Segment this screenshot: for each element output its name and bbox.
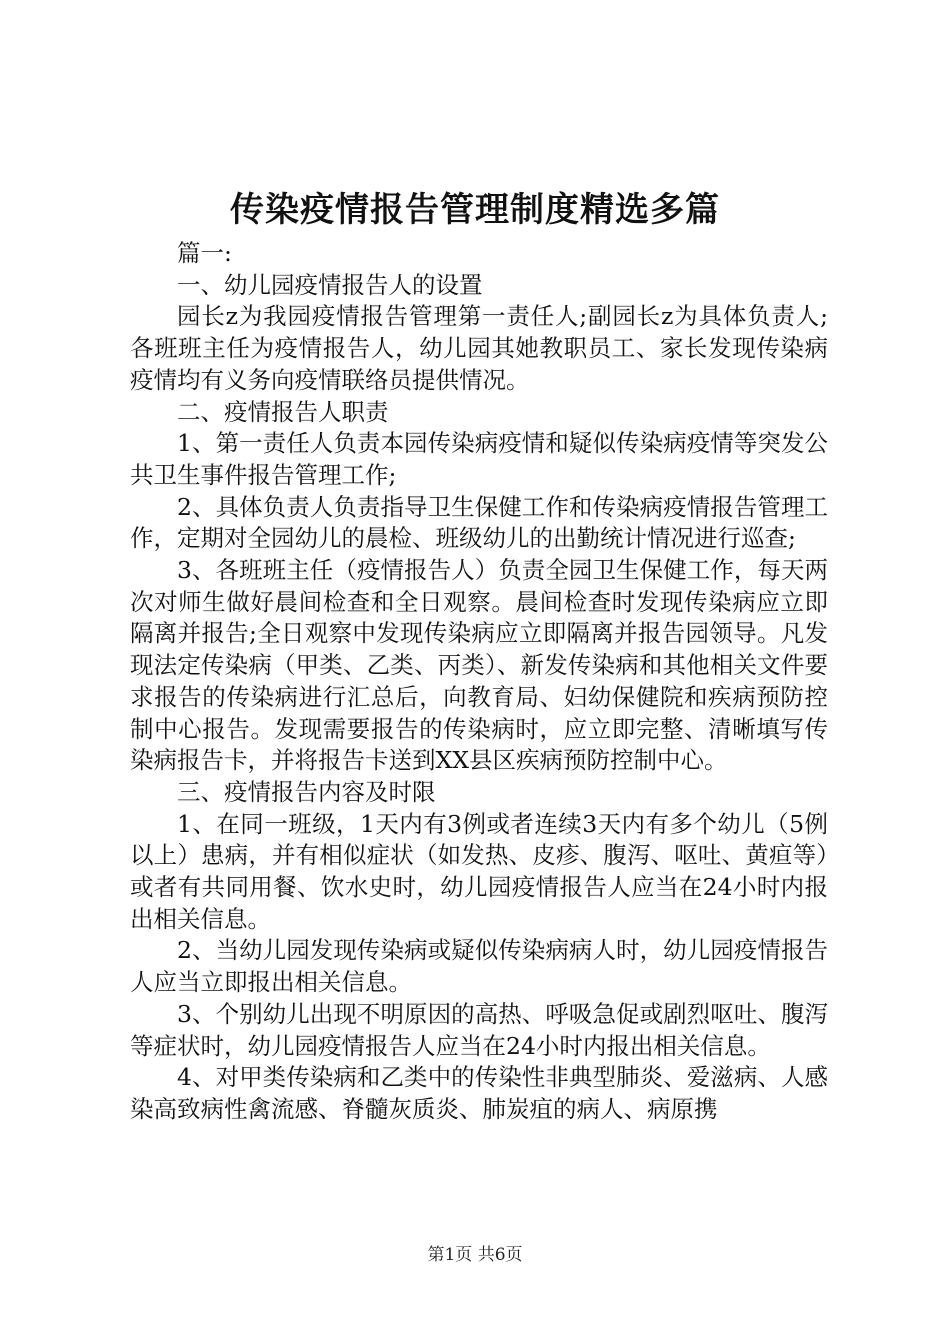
section-heading-2: 二、疫情报告人职责 — [177, 397, 389, 426]
document-body — [130, 238, 828, 1126]
section-label: 篇一: — [177, 239, 232, 267]
paragraph: 2、具体负责人负责指导卫生保健工作和传染病疫情报告管理工作，定期对全园幼儿的晨检、班级幼儿的出勤统计情况进行巡查; — [130, 492, 828, 553]
document-title: 传染疫情报告管理制度精选多篇 — [230, 190, 720, 230]
paragraph: 4、对甲类传染病和乙类中的传染性非典型肺炎、爱滋病、人感染高致病性禽流感、脊髓灰质炎、肺炭疽的病人、病原携 — [130, 1063, 828, 1123]
paragraph: 1、第一责任人负责本园传染病疫情和疑似传染病疫情等突发公共卫生事件报告管理工作; — [130, 429, 828, 489]
section-heading-1: 一、幼儿园疫情报告人的设置 — [177, 270, 483, 299]
page-footer: 第1页 共6页 — [427, 1245, 523, 1265]
paragraph: 1、在同一班级，1天内有3例或者连续3天内有多个幼儿（5例以上）患病，并有相似症状（如发热、皮疹、腹泻、呕吐、黄疸等）或者有共同用餐、饮水史时，幼儿园疫情报告人应当在24小时内报出相关信息。 — [130, 809, 828, 933]
paragraph: 3、个别幼儿出现不明原因的高热、呼吸急促或剧烈呕吐、腹泻等症状时，幼儿园疫情报告人应当在24小时内报出相关信息。 — [130, 999, 828, 1060]
paragraph: 2、当幼儿园发现传染病或疑似传染病病人时，幼儿园疫情报告人应当立即报出相关信息。 — [130, 936, 828, 997]
paragraph: 3、各班班主任（疫情报告人）负责全园卫生保健工作，每天两次对师生做好晨间检查和全日观察。晨间检查时发现传染病应立即隔离并报告;全日观察中发现传染病应立即隔离并报告园领导。凡发现法定传染病（甲类、乙类、丙类）、新发传染病和其他相关文件要求报告的传染病进行汇总后，向教育局、妇幼保健院和疾病预防控制中心报告。发现需要报告的传染病时，应立即完整、清晰填写传染病报告卡，并将报告卡送到XX县区疾病预防控制中心。 — [130, 556, 828, 775]
paragraph: 园长z为我园疫情报告管理第一责任人;副园长z为具体负责人;各班班主任为疫情报告人，幼儿园其她教职员工、家长发现传染病疫情均有义务向疫情联络员提供情况。 — [130, 302, 828, 394]
section-heading-3: 三、疫情报告内容及时限 — [177, 777, 436, 806]
